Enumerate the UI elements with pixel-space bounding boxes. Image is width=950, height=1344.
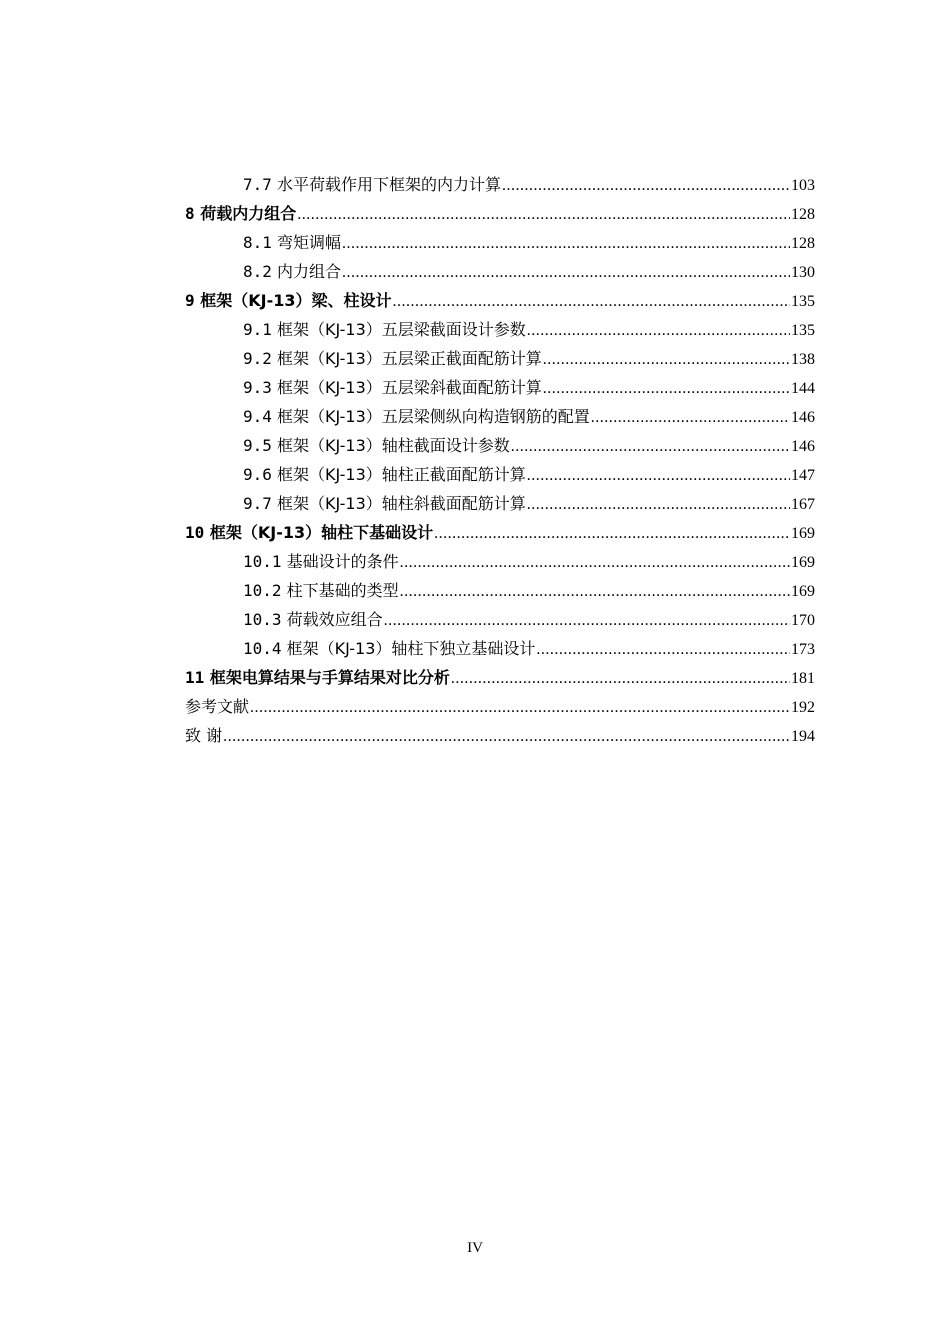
toc-entry-title [243,228,341,257]
toc-entry[interactable] [185,460,815,489]
toc-entry-number: 9.3 [243,378,272,397]
toc-dot-leader [400,548,790,577]
toc-entry-title [243,170,501,199]
toc-entry-label: 内力组合 [277,262,342,281]
toc-entry-title [243,547,399,576]
toc-entry-number: 8 [185,204,195,223]
toc-entry-label: 荷载效应组合 [286,610,383,629]
toc-dot-leader [451,664,790,693]
toc-entry-page: 194 [791,728,815,745]
toc-entry[interactable] [185,431,815,460]
toc-entry[interactable] [185,576,815,605]
toc-entry[interactable] [185,228,815,257]
toc-entry-title [243,431,510,460]
toc-dot-leader [502,171,790,200]
toc-entry-page: 135 [791,293,815,310]
toc-entry-label: 框架电算结果与手算结果对比分析 [209,668,450,687]
toc-entry-title [243,634,535,663]
toc-entry-title [185,518,433,547]
toc-dot-leader [434,519,790,548]
toc-entry-page: 128 [791,206,815,223]
toc-entry-label: 弯矩调幅 [277,233,342,252]
toc-entry-page: 135 [791,322,815,339]
toc-entry-number: 9.7 [243,494,272,513]
toc-entry-number: 9.6 [243,465,272,484]
toc-entry-number: 9.1 [243,320,272,339]
toc-entry-label: 框架（KJ-13）五层梁斜截面配筋计算 [277,378,542,397]
toc-entry-number: 9.5 [243,436,272,455]
toc-dot-leader [527,316,790,345]
toc-entry-page: 103 [791,177,815,194]
toc-entry-label: 框架（KJ-13）轴柱正截面配筋计算 [277,465,526,484]
toc-entry-page: 173 [791,641,815,658]
toc-entry-page: 169 [791,554,815,571]
toc-entry[interactable] [185,721,815,750]
toc-entry[interactable] [185,373,815,402]
toc-dot-leader [342,229,790,258]
toc-dot-leader [342,258,790,287]
toc-entry-page: 192 [791,699,815,716]
toc-entry-page: 146 [791,438,815,455]
toc-entry-title [185,286,391,315]
toc-entry[interactable] [185,518,815,547]
toc-entry-label: 框架（KJ-13）轴柱下独立基础设计 [286,639,536,658]
toc-entry-number: 9.2 [243,349,272,368]
toc-entry[interactable] [185,402,815,431]
toc-entry-number: 10.3 [243,610,282,629]
toc-entry-title [243,576,399,605]
toc-dot-leader [527,490,790,519]
toc-entry-label: 水平荷载作用下框架的内力计算 [277,175,502,194]
toc-entry-label: 致 谢 [185,726,223,745]
toc-entry[interactable] [185,170,815,199]
toc-entry-page: 147 [791,467,815,484]
toc-entry-page: 138 [791,351,815,368]
toc-entry-page: 128 [791,235,815,252]
toc-entry[interactable] [185,663,815,692]
toc-entry[interactable] [185,344,815,373]
toc-entry-number: 9.4 [243,407,272,426]
toc-entry-title [185,721,222,750]
toc-entry-page: 146 [791,409,815,426]
toc-entry-title [243,373,542,402]
toc-entry-label: 柱下基础的类型 [286,581,399,600]
toc-dot-leader [591,403,790,432]
toc-entry-title [243,344,542,373]
toc-entry-number: 10.4 [243,639,282,658]
toc-dot-leader [543,345,790,374]
toc-entry[interactable] [185,692,815,721]
toc-entry-page: 181 [791,670,815,687]
toc-entry[interactable] [185,199,815,228]
toc-dot-leader [400,577,790,606]
toc-entry-number: 8.2 [243,262,272,281]
toc-entry-label: 荷载内力组合 [200,204,297,223]
toc-entry[interactable] [185,257,815,286]
toc-entry[interactable] [185,315,815,344]
toc-entry[interactable] [185,605,815,634]
toc-entry[interactable] [185,286,815,315]
toc-entry-number: 10.2 [243,581,282,600]
toc-entry-number: 11 [185,668,205,687]
toc-entry[interactable] [185,634,815,663]
toc-entry[interactable] [185,547,815,576]
page-number: IV [467,1240,483,1256]
toc-entry-label: 框架（KJ-13）五层梁正截面配筋计算 [277,349,542,368]
toc-entry-number: 9 [185,291,195,310]
toc-dot-leader [543,374,790,403]
toc-entry-number: 10.1 [243,552,282,571]
toc-entry-number: 7.7 [243,175,272,194]
toc-entry-title [243,489,526,518]
toc-entry-label: 基础设计的条件 [286,552,399,571]
toc-entry-page: 167 [791,496,815,513]
toc-entry-page: 169 [791,525,815,542]
toc-entry-title [185,663,450,692]
toc-entry-number: 10 [185,523,205,542]
toc-entry-page: 170 [791,612,815,629]
toc-entry-title [185,692,249,721]
toc-entry-label: 框架（KJ-13）五层梁侧纵向构造钢筋的配置 [277,407,590,426]
toc-entry-page: 130 [791,264,815,281]
toc-dot-leader [536,635,790,664]
toc-dot-leader [250,693,790,722]
toc-dot-leader [223,722,790,751]
toc-entry-label: 框架（KJ-13）轴柱下基础设计 [209,523,434,542]
toc-dot-leader [392,287,790,316]
toc-entry-page: 169 [791,583,815,600]
toc-entry-number: 8.1 [243,233,272,252]
toc-entry-label: 框架（KJ-13）轴柱截面设计参数 [277,436,510,455]
toc-entry-title [243,402,590,431]
toc-entry-label: 框架（KJ-13）轴柱斜截面配筋计算 [277,494,526,513]
table-of-contents [185,170,815,750]
toc-dot-leader [297,200,790,229]
toc-dot-leader [511,432,790,461]
toc-entry-title [243,605,383,634]
toc-entry-title [243,460,526,489]
toc-entry-title [243,257,341,286]
toc-dot-leader [384,606,790,635]
toc-entry-label: 框架（KJ-13）梁、柱设计 [200,291,392,310]
toc-entry-label: 框架（KJ-13）五层梁截面设计参数 [277,320,526,339]
toc-entry-label: 参考文献 [185,697,250,716]
toc-entry-title [185,199,296,228]
toc-entry-title [243,315,526,344]
toc-entry[interactable] [185,489,815,518]
toc-dot-leader [527,461,790,490]
toc-entry-page: 144 [791,380,815,397]
